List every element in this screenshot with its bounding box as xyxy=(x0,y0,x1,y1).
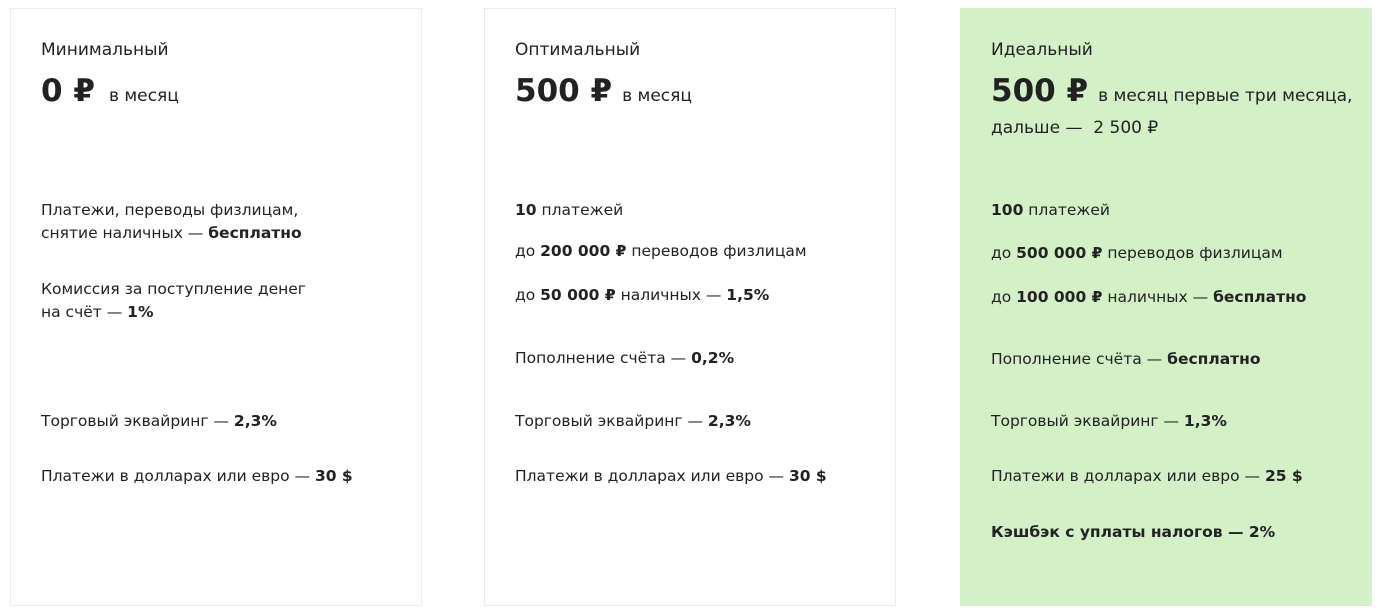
plan-name: Оптимальный xyxy=(515,40,641,60)
plan-card-minimal xyxy=(10,8,422,606)
price-period: в месяц xyxy=(108,86,179,106)
feature-acquiring: Торговый эквайринг — 2,3% xyxy=(515,412,751,430)
feature-topup: Пополнение счёта — 0,2% xyxy=(515,349,735,367)
plan-price xyxy=(515,73,885,111)
feature-fx-payments: Платежи в долларах или евро — 25 $ xyxy=(991,467,1303,485)
feature-free-operations: Платежи, переводы физлицам, снятие наличных — бесплатно xyxy=(41,201,302,242)
feature-fx-payments: Платежи в долларах или евро — 30 $ xyxy=(515,467,827,485)
feature-tax-cashback: Кэшбэк с уплаты налогов — 2% xyxy=(991,523,1276,541)
feature-fx-payments: Платежи в долларах или евро — 30 $ xyxy=(41,467,353,485)
plan-name: Идеальный xyxy=(991,40,1093,60)
plan-card-optimal xyxy=(484,8,896,606)
feature-acquiring: Торговый эквайринг — 2,3% xyxy=(41,412,277,430)
plan-price xyxy=(41,73,411,111)
feature-transfers: до 200 000 ₽ переводов физлицам xyxy=(515,242,807,260)
feature-acquiring: Торговый эквайринг — 1,3% xyxy=(991,412,1227,430)
feature-incoming-fee: Комиссия за поступление денег на счёт — 1% xyxy=(41,280,306,321)
price-amount: 500 ₽ xyxy=(991,73,1089,109)
plan-card-ideal xyxy=(960,8,1372,606)
feature-payments: 10 платежей xyxy=(515,201,624,219)
feature-payments: 100 платежей xyxy=(991,201,1110,219)
feature-transfers: до 500 000 ₽ переводов физлицам xyxy=(991,244,1283,262)
price-after-promo: дальше — 2 500 ₽ xyxy=(991,118,1159,138)
price-amount: 500 ₽ xyxy=(515,73,613,109)
plan-name: Минимальный xyxy=(41,40,169,60)
price-amount: 0 ₽ xyxy=(41,73,95,109)
price-period: в месяц xyxy=(622,86,692,106)
plan-price xyxy=(991,73,1361,111)
feature-cash: до 100 000 ₽ наличных — бесплатно xyxy=(991,288,1307,306)
price-period: в месяц первые три месяца, xyxy=(1098,86,1353,106)
feature-cash: до 50 000 ₽ наличных — 1,5% xyxy=(515,286,770,304)
feature-topup: Пополнение счёта — бесплатно xyxy=(991,350,1261,368)
